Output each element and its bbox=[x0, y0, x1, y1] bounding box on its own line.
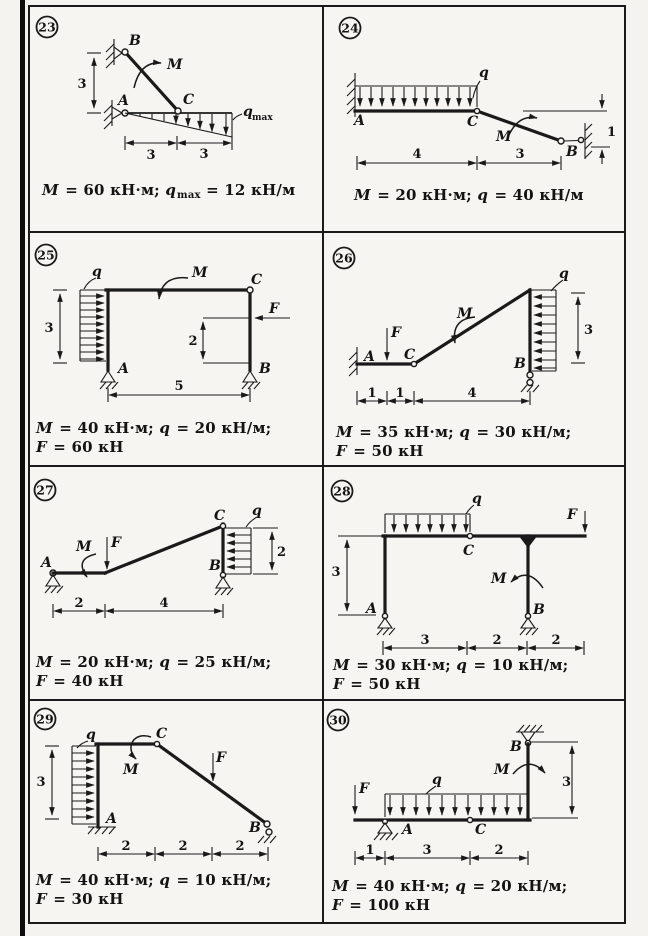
label-A: A bbox=[366, 601, 377, 617]
caption-27: M = 20 кН·м; q = 25 кН/м; F = 40 кН bbox=[36, 653, 272, 690]
dim-spans bbox=[383, 633, 584, 655]
label-C: C bbox=[183, 92, 195, 108]
problem-number-badge bbox=[328, 710, 349, 731]
hinge-C bbox=[474, 108, 479, 113]
dim-label: 4 bbox=[467, 386, 477, 401]
label-B: B bbox=[533, 602, 545, 618]
distributed-load-q bbox=[355, 81, 480, 107]
dim-label: 3 bbox=[44, 321, 54, 336]
problem-number: 25 bbox=[37, 247, 55, 263]
problem-number: 27 bbox=[36, 482, 54, 498]
label-C: C bbox=[251, 272, 263, 288]
label-B: B bbox=[209, 558, 221, 574]
hinge-C bbox=[154, 741, 159, 746]
hinge-C bbox=[175, 108, 181, 114]
pin-B bbox=[122, 49, 128, 55]
dim-label: 2 bbox=[494, 843, 504, 858]
dim-label: 1 bbox=[395, 386, 405, 401]
caption-29: M = 40 кН·м; q = 10 кН/м; F = 30 кН bbox=[36, 871, 272, 908]
label-F: F bbox=[216, 750, 226, 766]
label-B: B bbox=[259, 361, 271, 377]
dim-label: 2 bbox=[492, 633, 502, 648]
hinge-C bbox=[467, 533, 472, 538]
moment-M bbox=[131, 736, 151, 759]
dim-label: 2 bbox=[551, 633, 561, 648]
label-C: C bbox=[404, 347, 416, 363]
dim-height-3 bbox=[36, 746, 59, 819]
support-A-fixed-wall bbox=[349, 347, 357, 376]
distributed-load-q bbox=[225, 517, 257, 574]
distributed-load-q bbox=[385, 505, 474, 533]
label-B: B bbox=[249, 820, 261, 836]
support-A-pin bbox=[374, 819, 398, 840]
caption-26: M = 35 кН·м; q = 30 кН/м; F = 50 кН bbox=[336, 423, 572, 460]
dim-label: 3 bbox=[77, 77, 87, 92]
caption-24: M = 20 кН·м; q = 40 кН/м bbox=[354, 186, 584, 204]
label-M: M bbox=[494, 762, 510, 778]
problem-number: 26 bbox=[335, 250, 353, 266]
problem-cell-23 bbox=[30, 7, 324, 233]
label-q: q bbox=[243, 104, 253, 120]
caption-25: M = 40 кН·м; q = 20 кН/м; F = 60 кН bbox=[36, 419, 272, 456]
book-spine-edge bbox=[20, 0, 25, 936]
distributed-load-q bbox=[80, 278, 106, 361]
member-CB bbox=[477, 111, 561, 141]
distributed-load-q bbox=[72, 741, 96, 824]
problem-cell-30 bbox=[324, 701, 624, 922]
dim-label: 1 bbox=[607, 125, 617, 140]
label-B: B bbox=[129, 33, 141, 49]
dim-label: 2 bbox=[74, 596, 84, 611]
label-A: A bbox=[364, 349, 375, 365]
label-F: F bbox=[269, 301, 279, 317]
label-C: C bbox=[475, 822, 487, 838]
problems-grid bbox=[28, 5, 626, 924]
caption-28: M = 30 кН·м; q = 10 кН/м; F = 50 кН bbox=[333, 656, 569, 693]
member-CB bbox=[157, 744, 267, 824]
label-B: B bbox=[514, 356, 526, 372]
problem-number-badge bbox=[340, 18, 361, 39]
label-A: A bbox=[118, 361, 129, 377]
distributed-load-q bbox=[532, 280, 563, 371]
pin-B bbox=[558, 138, 564, 144]
label-M: M bbox=[167, 57, 183, 73]
problem-number: 23 bbox=[38, 19, 56, 35]
label-C: C bbox=[467, 114, 479, 130]
label-C: C bbox=[214, 508, 226, 524]
dim-label: 2 bbox=[235, 839, 245, 854]
label-q: q bbox=[479, 65, 489, 81]
label-A: A bbox=[402, 822, 413, 838]
dim-label: 3 bbox=[331, 565, 341, 580]
support-A-pin bbox=[377, 613, 395, 635]
label-F: F bbox=[391, 325, 401, 341]
label-F: F bbox=[111, 535, 121, 551]
caption-30: M = 40 кН·м; q = 20 кН/м; F = 100 кН bbox=[332, 877, 568, 914]
dim-label: 3 bbox=[422, 843, 432, 858]
support-A-ground bbox=[88, 827, 116, 834]
label-C: C bbox=[156, 726, 168, 742]
problem-cell-28 bbox=[324, 467, 624, 701]
problem-number-badge bbox=[332, 481, 353, 502]
support-B-wall-pin bbox=[106, 39, 122, 68]
problem-cell-24 bbox=[324, 7, 624, 233]
dim-label: 3 bbox=[584, 323, 594, 338]
label-q-subscript: max bbox=[252, 113, 273, 123]
label-q: q bbox=[252, 503, 262, 519]
problem-number: 24 bbox=[341, 20, 359, 36]
problem-number-badge bbox=[37, 17, 58, 38]
hinge-C bbox=[220, 523, 225, 528]
dim-label: 3 bbox=[515, 147, 525, 162]
problem-cell-27 bbox=[30, 467, 324, 701]
problem-cell-25 bbox=[30, 233, 324, 467]
distributed-load-q bbox=[385, 786, 528, 817]
label-A: A bbox=[354, 113, 365, 129]
label-F: F bbox=[567, 507, 577, 523]
label-M: M bbox=[123, 762, 139, 778]
label-C: C bbox=[463, 543, 475, 559]
dim-spans bbox=[125, 136, 232, 163]
moment-M bbox=[159, 278, 188, 299]
problem-cell-29 bbox=[30, 701, 324, 922]
caption-23: M = 60 кН·м; $q_{max} = 12$ кН/м bbox=[42, 181, 296, 201]
label-q: q bbox=[86, 727, 96, 743]
problem-number: 28 bbox=[333, 483, 351, 499]
support-B-pin bbox=[215, 572, 233, 595]
dim-label: 2 bbox=[178, 839, 188, 854]
member-C-top bbox=[414, 290, 530, 364]
label-q: q bbox=[432, 772, 442, 788]
dim-label: 3 bbox=[562, 775, 572, 790]
member-bend-C bbox=[105, 526, 223, 573]
problem-number-badge bbox=[334, 248, 355, 269]
hinge-C bbox=[467, 817, 472, 822]
gusset bbox=[520, 538, 536, 549]
dim-label: 3 bbox=[199, 147, 209, 162]
dim-label: 3 bbox=[36, 775, 46, 790]
label-q: q bbox=[472, 491, 482, 507]
dim-label: 1 bbox=[365, 843, 375, 858]
dim-span-5 bbox=[108, 379, 250, 402]
dim-label: 2 bbox=[188, 334, 198, 349]
dim-F-height-2 bbox=[188, 318, 250, 363]
dim-label: 4 bbox=[412, 147, 422, 162]
problem-number-badge bbox=[35, 709, 56, 730]
dim-label: 3 bbox=[420, 633, 430, 648]
problem-cell-26 bbox=[324, 233, 624, 467]
label-B: B bbox=[510, 739, 522, 755]
label-A: A bbox=[41, 555, 52, 571]
dim-height-3 bbox=[571, 293, 593, 363]
support-A-pin bbox=[100, 371, 118, 389]
problem-number-badge bbox=[35, 480, 56, 501]
problem-number: 29 bbox=[36, 711, 54, 727]
dim-label: 1 bbox=[367, 386, 377, 401]
label-M: M bbox=[192, 265, 208, 281]
problem-number-badge bbox=[36, 245, 57, 266]
dim-label: 5 bbox=[174, 379, 184, 394]
dim-height-3 bbox=[77, 53, 101, 113]
label-M: M bbox=[457, 306, 473, 322]
triangular-load-qmax bbox=[125, 113, 242, 137]
label-q: q bbox=[559, 266, 569, 282]
label-B: B bbox=[566, 144, 578, 160]
dim-height-3 bbox=[44, 290, 67, 363]
dim-spans bbox=[357, 386, 530, 405]
label-F: F bbox=[359, 781, 369, 797]
dim-spans bbox=[357, 147, 561, 170]
dim-label: 2 bbox=[277, 545, 287, 560]
label-M: M bbox=[491, 571, 507, 587]
label-A: A bbox=[118, 93, 129, 109]
dim-label: 3 bbox=[146, 148, 156, 163]
dim-spans bbox=[355, 843, 528, 865]
problem-number: 30 bbox=[329, 712, 347, 728]
dim-height-2 bbox=[253, 528, 286, 574]
dim-spans bbox=[53, 596, 223, 618]
dim-height-3 bbox=[531, 742, 578, 818]
label-q: q bbox=[92, 264, 102, 280]
dim-label: 4 bbox=[159, 596, 169, 611]
dim-spans bbox=[98, 839, 268, 861]
dim-label: 2 bbox=[121, 839, 131, 854]
support-B-pin bbox=[242, 371, 260, 389]
label-M: M bbox=[76, 539, 92, 555]
support-B-roller bbox=[521, 372, 539, 392]
frame-members bbox=[106, 290, 250, 370]
label-A: A bbox=[106, 811, 117, 827]
label-M: M bbox=[496, 129, 512, 145]
